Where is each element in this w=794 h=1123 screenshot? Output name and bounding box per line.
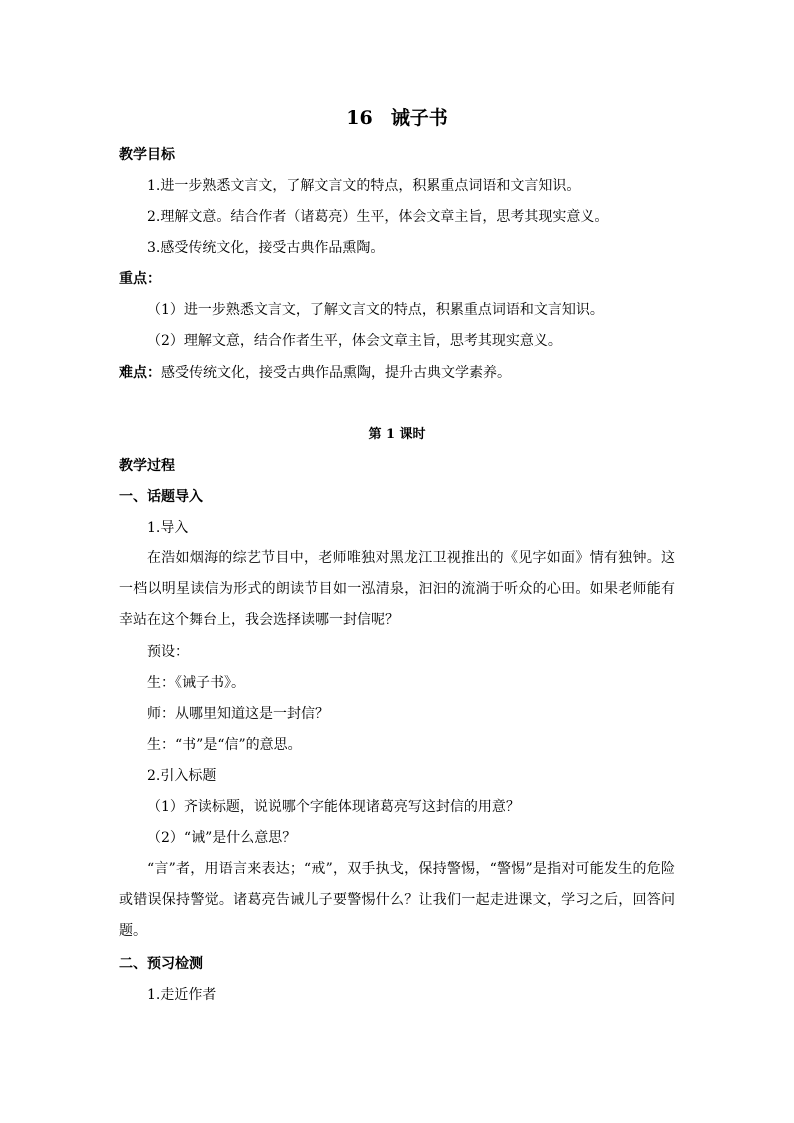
intro-paragraph: 在浩如烟海的综艺节目中，老师唯独对黑龙江卫视推出的《见字如面》情有独钟。这一档以明星读信为形式的朗读节目如一泓清泉，汩汩的流淌于听众的心田。如果老师能有幸站在这个舞台上，我会选择读哪一封信呢？ <box>119 550 675 628</box>
section1-heading: 一、话题导入 <box>119 489 203 505</box>
objectives-heading: 教学目标 <box>119 147 175 163</box>
difficulty-text: 感受传统文化，接受古典作品熏陶，提升古典文学素养。 <box>161 365 511 381</box>
objective-item-3: 3.感受传统文化，接受古典作品熏陶。 <box>147 240 385 256</box>
section1-sub2: 2.引入标题 <box>147 768 217 784</box>
section1-sub1: 1.导入 <box>147 520 189 536</box>
lesson-title <box>0 106 794 130</box>
lesson-title-text: 诫子书 <box>390 107 448 129</box>
difficulty-line <box>119 364 511 382</box>
explanation-paragraph: “言”者，用语言来表达；“戒”，双手执戈，保持警惕，“警惕”是指对可能发生的危险或错误保持警觉。诸葛亮告诫儿子要警惕什么？让我们一起走进课文，学习之后，回答问题。 <box>119 861 675 939</box>
section2-heading: 二、预习检测 <box>119 956 203 972</box>
objective-item-1: 1.进一步熟悉文言文，了解文言文的特点，积累重点词语和文言知识。 <box>147 178 581 194</box>
key-point-item-2: （2）理解文意，结合作者生平，体会文章主旨，思考其现实意义。 <box>147 333 562 349</box>
dialog-line-1: 生：《诫子书》。 <box>147 675 245 691</box>
dialog-line-3: 生：“书”是“信”的意思。 <box>147 737 302 753</box>
objective-item-2: 2.理解文意。结合作者（诸葛亮）生平，体会文章主旨，思考其现实意义。 <box>147 209 609 225</box>
preset-label: 预设： <box>147 644 189 660</box>
lesson-number: 16 <box>346 107 373 129</box>
key-points-heading: 重点： <box>119 271 161 287</box>
dialog-line-2: 师：从哪里知道这是一封信？ <box>147 706 329 722</box>
question-1: （1）齐读标题，说说哪个字能体现诸葛亮写这封信的用意？ <box>147 799 520 815</box>
question-2: （2）“诫”是什么意思？ <box>147 830 297 846</box>
key-point-item-1: （1）进一步熟悉文言文，了解文言文的特点，积累重点词语和文言知识。 <box>147 302 604 318</box>
lesson-period-label: 第 1 课时 <box>368 427 426 442</box>
difficulty-label: 难点： <box>119 365 161 381</box>
process-heading: 教学过程 <box>119 458 175 474</box>
section2-sub1: 1.走近作者 <box>147 987 217 1003</box>
